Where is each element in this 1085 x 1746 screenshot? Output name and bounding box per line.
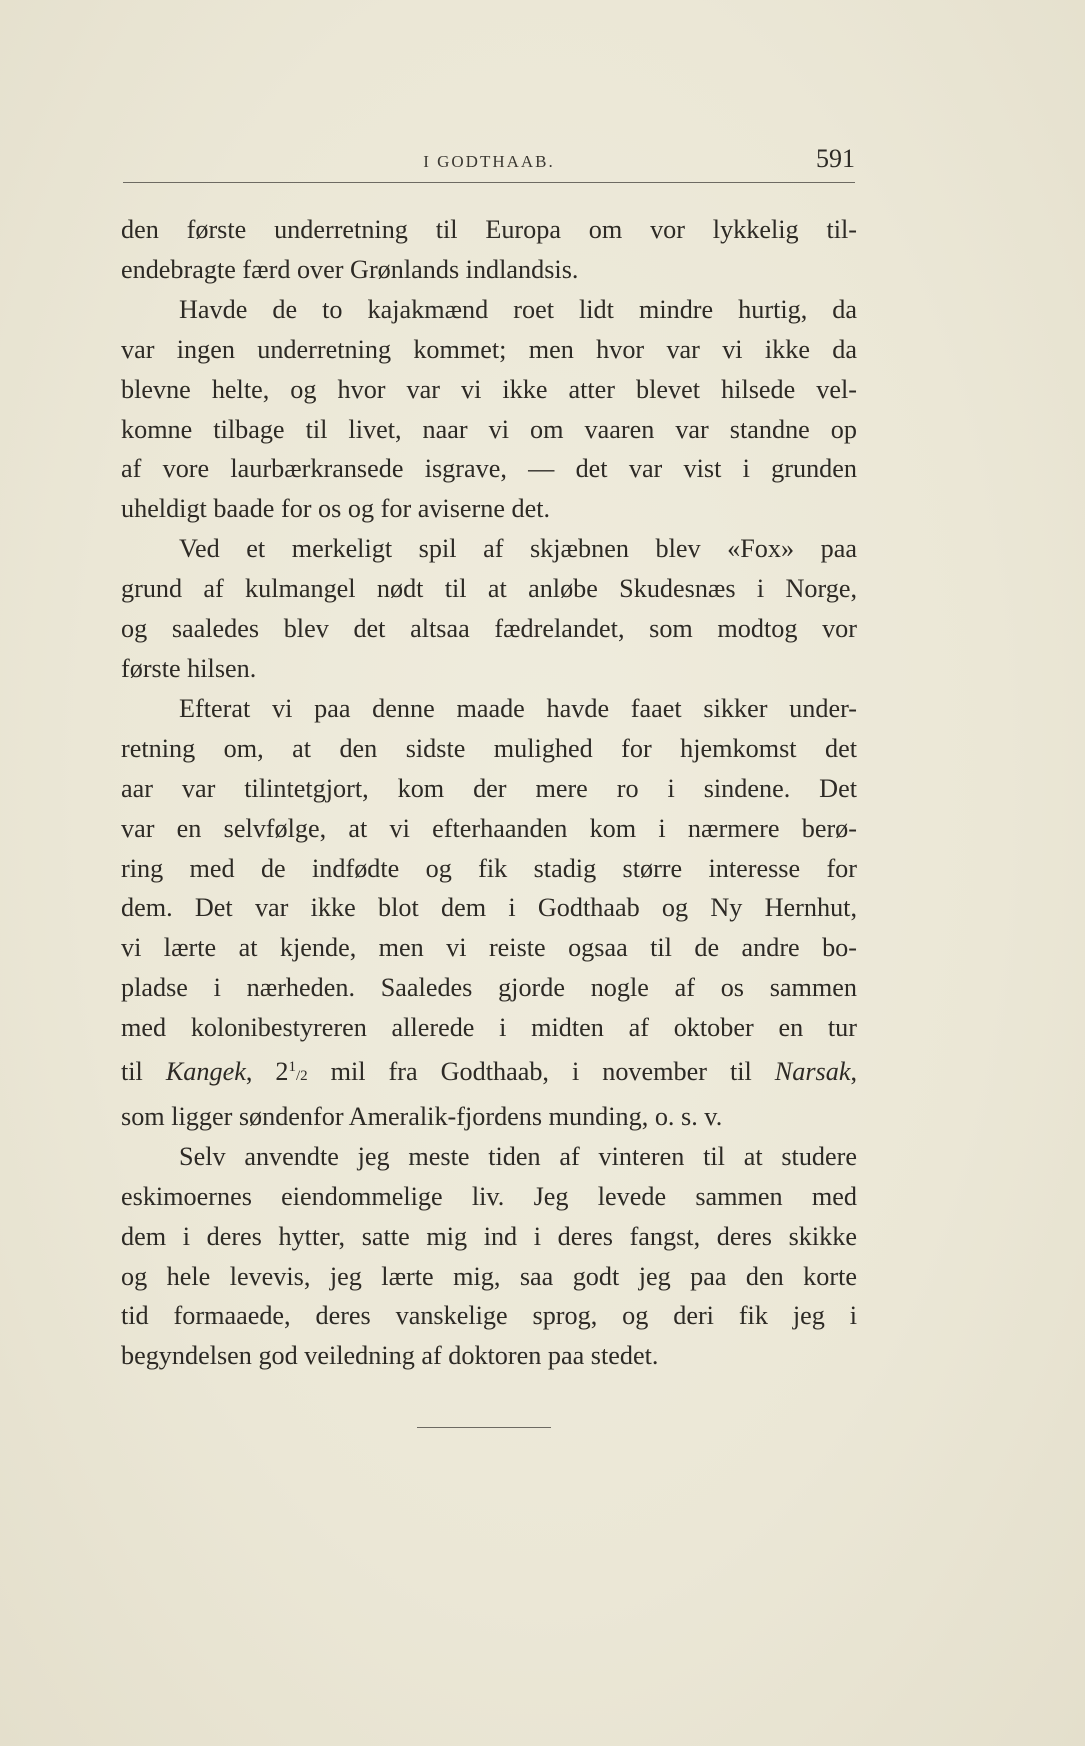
running-head: I GODTHAAB. — [423, 152, 555, 171]
fraction-numerator: 1 — [288, 1059, 296, 1076]
text-line-with-places — [121, 1048, 857, 1097]
text-line: vi lærte at kjende, men vi reiste ogsaa til de andre bo- — [121, 933, 857, 963]
text-line: af vore laurbærkransede isgrave, — det var vist i grunden — [121, 454, 857, 484]
chapter-end-rule — [417, 1427, 551, 1428]
text-line: grund af kulmangel nødt til at anløbe Skudesnæs i Norge, — [121, 574, 857, 604]
text-line: blevne helte, og hvor var vi ikke atter blevet hilsede vel- — [121, 374, 857, 404]
text-line: og saaledes blev det altsaa fædrelandet, som modtog vor — [121, 614, 857, 644]
body-text — [121, 210, 857, 1376]
text-line: med kolonibestyreren allerede i midten af oktober en tur — [121, 1013, 857, 1043]
text-line: endebragte færd over Grønlands indlandsis. — [121, 254, 579, 284]
text-line: pladse i nærheden. Saaledes gjorde nogle af os sammen — [121, 973, 857, 1003]
text-fragment: , — [850, 1057, 858, 1087]
text-fragment: til — [121, 1057, 166, 1087]
text-line: den første underretning til Europa om vor lykkelig til- — [121, 215, 857, 244]
text-line: Ved et merkeligt spil af skjæbnen blev «Fox» paa — [179, 534, 857, 564]
text-line: retning om, at den sidste mulighed for hjemkomst det — [121, 733, 857, 763]
page-number: 591 — [816, 144, 855, 173]
text-line: dem i deres hytter, satte mig ind i deres fangst, deres skikke — [121, 1221, 857, 1251]
text-fragment: mil fra Godthaab, i november til — [307, 1057, 775, 1087]
text-line: komne tilbage til livet, naar vi om vaaren var standne op — [121, 414, 857, 444]
header-rule — [123, 182, 855, 183]
text-fragment: , 2 — [245, 1057, 289, 1087]
page-header — [123, 144, 855, 184]
text-line: var ingen underretning kommet; men hvor var vi ikke da — [121, 334, 857, 364]
text-line: uheldigt baade for os og for aviserne det. — [121, 494, 551, 524]
text-line: Efterat vi paa denne maade havde faaet sikker under- — [179, 693, 857, 723]
text-line: dem. Det var ikke blot dem i Godthaab og Ny Hernhut, — [121, 893, 857, 923]
text-line: tid formaaede, deres vanskelige sprog, og deri fik jeg i — [121, 1301, 857, 1331]
text-line: som ligger søndenfor Ameralik-fjordens munding, o. s. v. — [121, 1101, 723, 1131]
text-line: begyndelsen god veiledning af doktoren paa stedet. — [121, 1341, 659, 1371]
text-line: Selv anvendte jeg meste tiden af vinteren til at studere — [179, 1141, 857, 1171]
fraction-denominator: 2 — [300, 1068, 308, 1085]
place-name-kangek: Kangek — [165, 1057, 246, 1087]
text-line: første hilsen. — [121, 653, 257, 683]
text-line: aar var tilintetgjort, kom der mere ro i sindene. Det — [121, 773, 857, 803]
text-line: ring med de indfødte og fik stadig større interesse for — [121, 853, 857, 883]
text-line: var en selvfølge, at vi efterhaanden kom i nærmere berø- — [121, 813, 857, 843]
fraction-slash: / — [295, 1068, 301, 1085]
text-line: Havde de to kajakmænd roet lidt mindre hurtig, da — [179, 294, 857, 324]
place-name-narsak: Narsak — [774, 1057, 851, 1087]
text-line: og hele levevis, jeg lærte mig, saa godt jeg paa den korte — [121, 1261, 857, 1291]
text-line: eskimoernes eiendommelige liv. Jeg levede sammen med — [121, 1181, 857, 1211]
